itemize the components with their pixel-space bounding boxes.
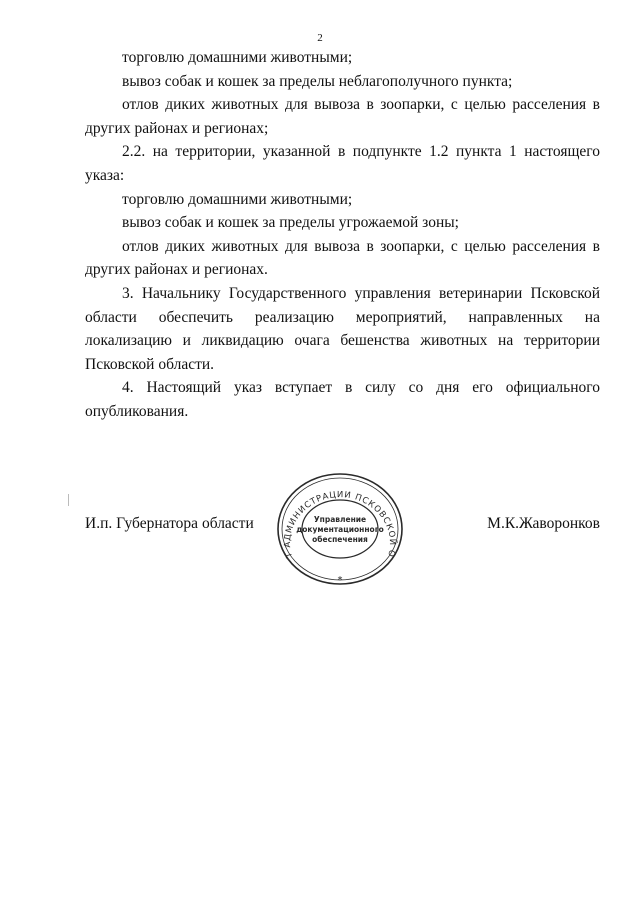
paragraph-2: вывоз собак и кошек за пределы неблагополучного пункта; bbox=[122, 72, 513, 90]
paragraph-4: 2.2. на территории, указанной в подпункте 1.2 пункта 1 настоящего указа: bbox=[85, 143, 600, 184]
signatory-name: М.К.Жаворонков bbox=[487, 515, 600, 532]
paragraph-6: вывоз собак и кошек за пределы угрожаемой зоны; bbox=[122, 214, 459, 232]
page-number: 2 bbox=[317, 32, 323, 44]
paragraph-8: 3. Начальнику Государственного управления ветеринарии Псковской области обеспечить реализацию мероприятий, направленных на локализацию и ликвидацию очага бешенства животных на территории Псковской области. bbox=[85, 284, 600, 373]
paragraph-1: торговлю домашними животными; bbox=[122, 49, 353, 66]
seal-graphic bbox=[265, 464, 415, 594]
paragraph-3: отлов диких животных для вывоза в зоопарки, с целью расселения в других районах и регионах; bbox=[85, 96, 600, 137]
seal-center-line-1: Управление bbox=[313, 515, 367, 524]
paragraph-9: 4. Настоящий указ вступает в силу со дня его официального опубликования. bbox=[85, 379, 600, 420]
seal-star: * bbox=[337, 575, 343, 586]
seal-center-line-3: обеспечения bbox=[312, 535, 368, 544]
paragraph-5: торговлю домашними животными; bbox=[122, 190, 353, 208]
seal-ring-text: Т АДМИНИСТРАЦИИ ПСКОВСКОЙ О bbox=[282, 490, 398, 559]
signatory-title: И.п. Губернатора области bbox=[85, 515, 254, 532]
official-seal bbox=[265, 464, 415, 594]
document-body bbox=[85, 46, 600, 424]
margin-mark bbox=[68, 494, 69, 506]
seal-center-line-2: документационного bbox=[296, 525, 384, 534]
paragraph-7: отлов диких животных для вывоза в зоопарки, с целью расселения в других районах и регионах. bbox=[85, 237, 600, 279]
